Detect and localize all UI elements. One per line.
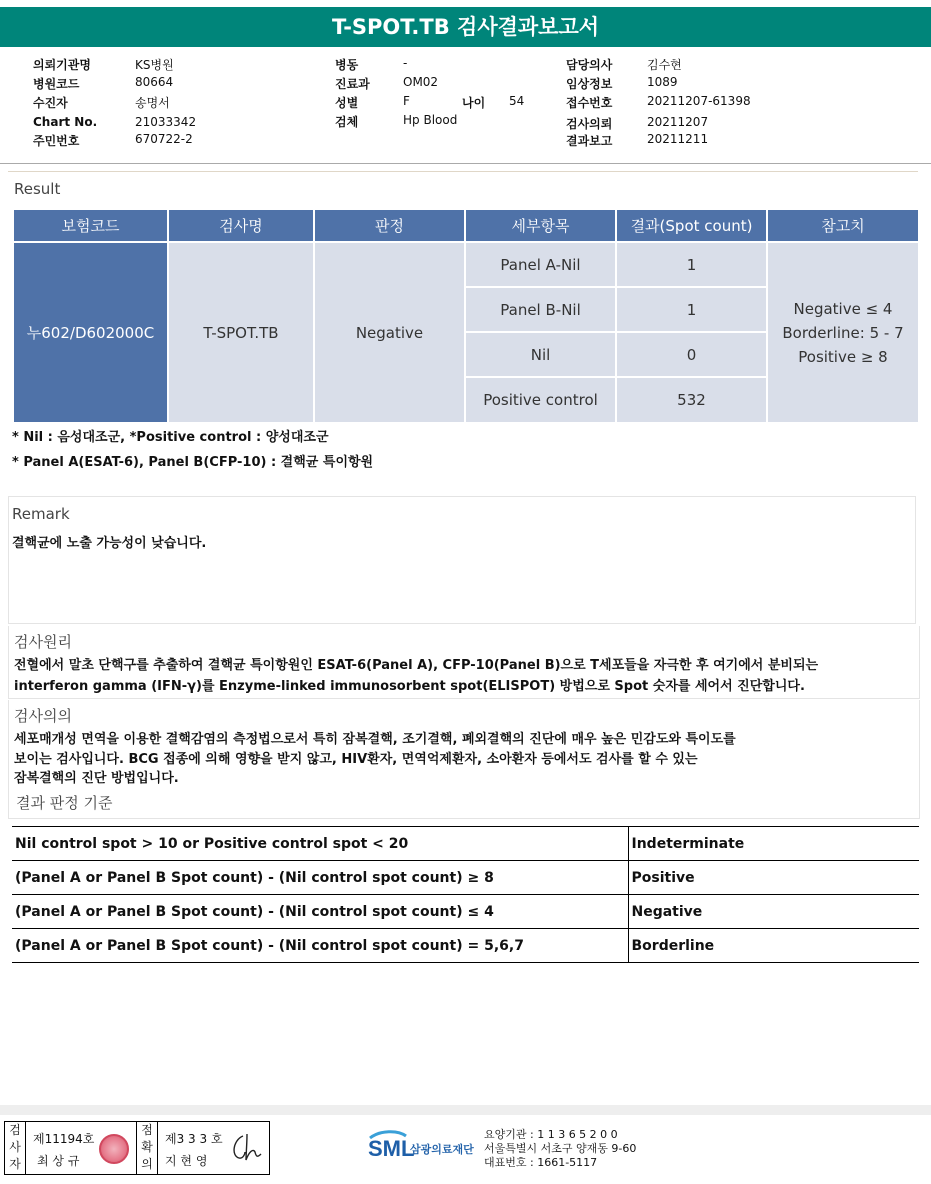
reference-negative: Negative ≤ 4 xyxy=(793,299,893,318)
reference-cell xyxy=(767,242,919,423)
confirmer-label-char: 의 xyxy=(141,1157,153,1171)
org-info-line: 서울특별시 서초구 양재동 9-60 xyxy=(484,1142,637,1155)
detail-item-cell: Nil xyxy=(465,332,616,377)
result-table xyxy=(12,208,920,424)
remark-text: 결핵균에 노출 가능성이 낮습니다. xyxy=(12,536,207,551)
criteria-condition: (Panel A or Panel B Spot count) - (Nil control spot count) ≤ 4 xyxy=(12,895,628,929)
info-label-department: 진료과 xyxy=(335,77,370,91)
info-label-resident-no: 주민번호 xyxy=(33,134,80,148)
red-seal-icon xyxy=(99,1134,129,1164)
reference-borderline: Borderline: 5 - 7 xyxy=(782,323,904,342)
info-value-sex: F xyxy=(403,94,410,108)
info-value-ward: - xyxy=(403,56,408,70)
header-reference: 참고치 xyxy=(767,209,919,242)
info-value-report-date: 20211211 xyxy=(647,132,709,146)
spot-count-cell: 1 xyxy=(616,242,767,287)
significance-line: 세포매개성 면역을 이용한 결핵감염의 측정법으로서 특히 잠복결핵, 조기결핵, 폐외결핵의 진단에 매우 높은 민감도와 특이도를 xyxy=(14,732,736,747)
info-label-receipt-no: 접수번호 xyxy=(566,96,613,110)
detail-item-cell: Positive control xyxy=(465,377,616,423)
criteria-table xyxy=(12,826,919,963)
info-label-ward: 병동 xyxy=(335,58,359,72)
criteria-row xyxy=(12,895,919,929)
significance-label: 검사의의 xyxy=(14,707,72,725)
header-detail-item: 세부항목 xyxy=(465,209,616,242)
info-value-age: 54 xyxy=(509,94,525,108)
significance-line: 잠복결핵의 진단 방법입니다. xyxy=(14,771,179,786)
remark-label: Remark xyxy=(12,505,70,523)
criteria-condition: (Panel A or Panel B Spot count) - (Nil control spot count) = 5,6,7 xyxy=(12,929,628,963)
inspector-label-char: 자 xyxy=(9,1157,21,1171)
inspector-name: 최 상 규 xyxy=(37,1154,80,1168)
divider xyxy=(8,171,918,173)
detail-item-cell: Panel B-Nil xyxy=(465,287,616,332)
principle-label: 검사원리 xyxy=(14,633,72,651)
inspector-license: 제11194호 xyxy=(33,1132,95,1146)
info-value-department: OM02 xyxy=(403,75,439,89)
insurance-code-cell: 누602/D602000C xyxy=(13,242,168,423)
spot-count-cell: 1 xyxy=(616,287,767,332)
sml-logo-icon xyxy=(368,1128,478,1162)
patient-info-section xyxy=(0,50,931,164)
confirmer-vertical-label xyxy=(136,1122,158,1174)
inspector-label-char: 검 xyxy=(9,1123,21,1137)
header-judgement: 판정 xyxy=(314,209,465,242)
info-label-specimen: 검체 xyxy=(335,115,359,129)
criteria-condition: Nil control spot > 10 or Positive control spot < 20 xyxy=(12,827,628,861)
info-label-sex: 성별 xyxy=(335,96,359,110)
footer-divider xyxy=(0,1105,931,1115)
org-info-line: 대표번호 : 1661-5117 xyxy=(484,1156,598,1169)
criteria-row xyxy=(12,861,919,895)
criteria-result: Negative xyxy=(628,895,919,929)
confirmer-name: 지 현 영 xyxy=(165,1154,208,1168)
info-label-hospital-code: 병원코드 xyxy=(33,77,80,91)
info-label-patient: 수진자 xyxy=(33,96,68,110)
detail-item-cell: Panel A-Nil xyxy=(465,242,616,287)
signature-icon xyxy=(227,1130,265,1166)
info-value-doctor: 김수현 xyxy=(647,58,682,72)
info-label-request-date: 검사의뢰 xyxy=(566,117,613,131)
svg-text:삼광의료재단: 삼광의료재단 xyxy=(410,1143,474,1156)
note-controls: * Nil : 음성대조군, *Positive control : 양성대조군 xyxy=(12,430,329,445)
inspector-label-char: 사 xyxy=(9,1140,21,1154)
judgement-cell: Negative xyxy=(314,242,465,423)
confirmer-label-char: 확 xyxy=(141,1140,153,1154)
criteria-result: Indeterminate xyxy=(628,827,919,861)
info-value-hospital-code: 80664 xyxy=(135,75,174,89)
result-label: Result xyxy=(14,180,61,198)
criteria-label: 결과 판정 기준 xyxy=(16,794,113,812)
info-label-doctor: 담당의사 xyxy=(566,58,613,72)
signature-block xyxy=(4,1121,270,1175)
header-insurance-code: 보험코드 xyxy=(13,209,168,242)
test-name-cell: T-SPOT.TB xyxy=(168,242,314,423)
reference-positive: Positive ≥ 8 xyxy=(798,347,888,366)
significance-line: 보이는 검사입니다. BCG 접종에 의해 영향을 받지 않고, HIV환자, 면역억제환자, 소아환자 등에서도 검사를 할 수 있는 xyxy=(14,752,698,767)
spot-count-cell: 0 xyxy=(616,332,767,377)
info-label-report-date: 결과보고 xyxy=(566,134,613,148)
remark-box xyxy=(8,496,916,624)
header-spot-count: 결과(Spot count) xyxy=(616,209,767,242)
criteria-row xyxy=(12,827,919,861)
info-value-receipt-no: 20211207-61398 xyxy=(647,94,751,108)
criteria-result: Borderline xyxy=(628,929,919,963)
principle-line: 전혈에서 말초 단핵구를 추출하여 결핵균 특이항원인 ESAT-6(Panel A), CFP-10(Panel B)으로 T세포들을 자극한 후 여기에서 분비되는 xyxy=(14,658,819,673)
confirmer-license: 제3 3 3 호 xyxy=(165,1132,223,1146)
info-value-specimen: Hp Blood xyxy=(403,113,458,127)
organization-info xyxy=(484,1128,636,1170)
svg-text:SML: SML xyxy=(368,1136,415,1161)
inspector-vertical-label xyxy=(5,1122,26,1174)
info-value-chart-no: 21033342 xyxy=(135,115,197,129)
info-value-institution: KS병원 xyxy=(135,58,174,72)
criteria-row xyxy=(12,929,919,963)
criteria-result: Positive xyxy=(628,861,919,895)
org-info-line: 요양기관 : 1 1 3 6 5 2 0 0 xyxy=(484,1128,618,1141)
info-label-chart-no: Chart No. xyxy=(33,115,98,129)
report-title: T-SPOT.TB 검사결과보고서 xyxy=(0,7,931,47)
principle-line: interferon gamma (IFN-γ)를 Enzyme-linked immunosorbent spot(ELISPOT) 방법으로 Spot 숫자를 세어서 진단합니다. xyxy=(14,679,805,694)
header-test-name: 검사명 xyxy=(168,209,314,242)
info-value-request-date: 20211207 xyxy=(647,115,709,129)
info-value-resident-no: 670722-2 xyxy=(135,132,193,146)
info-value-clinical-info: 1089 xyxy=(647,75,678,89)
info-label-clinical-info: 임상정보 xyxy=(566,77,613,91)
spot-count-cell: 532 xyxy=(616,377,767,423)
info-label-age: 나이 xyxy=(462,96,486,110)
info-value-patient: 송명서 xyxy=(135,96,170,110)
confirmer-label-char: 점 xyxy=(141,1123,153,1137)
info-label-institution: 의뢰기관명 xyxy=(33,58,91,72)
sml-logo xyxy=(368,1128,478,1166)
note-panels: * Panel A(ESAT-6), Panel B(CFP-10) : 결핵균 특이항원 xyxy=(12,455,374,470)
criteria-condition: (Panel A or Panel B Spot count) - (Nil control spot count) ≥ 8 xyxy=(12,861,628,895)
